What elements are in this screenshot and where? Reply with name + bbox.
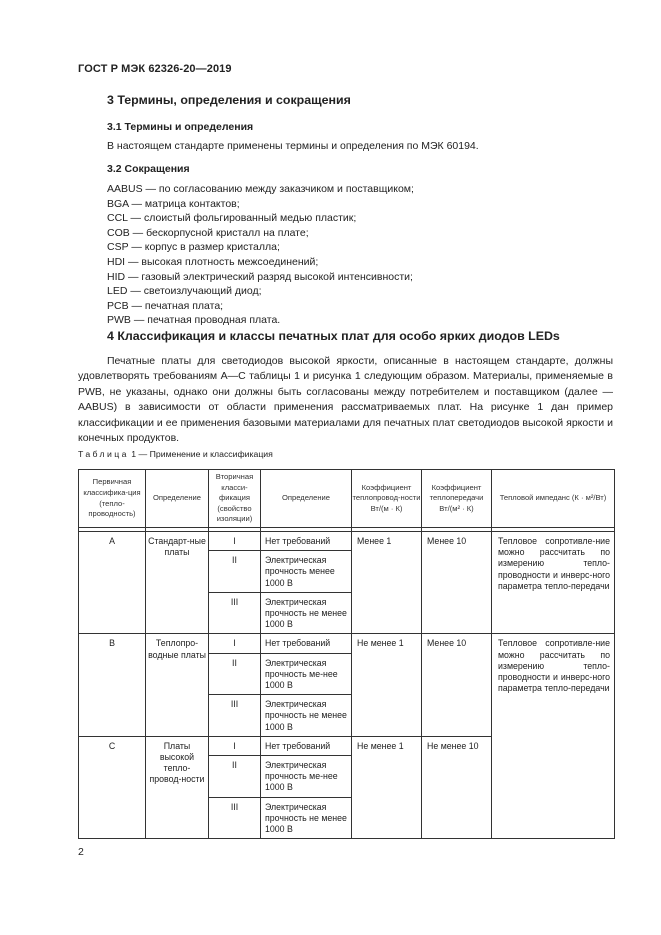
abbreviation-item: BGA — матрица контактов; [107, 197, 240, 210]
conductivity-cell: Не менее 1 [352, 634, 422, 736]
subsection-3-2-title: 3.2 Сокращения [107, 163, 190, 175]
detail-cell: Электрическая прочность не менее 1000 В [261, 797, 352, 839]
header-thermal-impedance: Тепловой импеданс (К · м²/Вт) [492, 470, 615, 528]
detail-cell: Электрическая прочность менее 1000 В [261, 551, 352, 593]
transfer-cell: Не менее 10 [422, 736, 492, 838]
detail-cell: Электрическая прочность ме-нее 1000 В [261, 653, 352, 695]
section-3-title: 3 Термины, определения и сокращения [107, 93, 351, 107]
abbreviation-item: CCL — слоистый фольгированный медью пластик; [107, 212, 357, 225]
detail-cell: Электрическая прочность не менее 1000 В [261, 592, 352, 634]
conductivity-cell: Менее 1 [352, 532, 422, 634]
detail-cell: Нет требований [261, 634, 352, 653]
detail-cell: Электрическая прочность не менее 1000 В [261, 695, 352, 737]
primary-class-cell: C [79, 736, 146, 838]
abbreviation-item: AABUS — по согласованию между заказчиком и поставщиком; [107, 183, 414, 195]
abbreviation-item: HID — газовый электрический разряд высокой интенсивности; [107, 270, 413, 283]
header-definition-2: Определение [261, 470, 352, 528]
primary-class-cell: A [79, 532, 146, 634]
secondary-class-cell: I [209, 736, 261, 755]
table-row [79, 532, 615, 551]
secondary-class-cell: III [209, 695, 261, 737]
abbreviations-list [107, 182, 414, 328]
abbreviation-item: LED — светоизлучающий диод; [107, 285, 262, 298]
document-header: ГОСТ Р МЭК 62326-20—2019 [78, 63, 232, 75]
primary-class-cell: B [79, 634, 146, 736]
abbreviation-item: COB — бескорпусной кристалл на плате; [107, 226, 309, 239]
page-number: 2 [78, 846, 84, 858]
detail-cell: Электрическая прочность ме-нее 1000 В [261, 756, 352, 798]
definition-cell: Теплопро-водные платы [146, 634, 209, 736]
detail-cell: Нет требований [261, 736, 352, 755]
header-definition: Определение [146, 470, 209, 528]
subsection-3-1-text: В настоящем стандарте применены термины и определения по МЭК 60194. [107, 140, 479, 152]
definition-cell: Стандарт-ные платы [146, 532, 209, 634]
secondary-class-cell: II [209, 551, 261, 593]
table-header-row [79, 470, 615, 528]
header-thermal-conductivity: Коэффициент теплопровод-ности Вт/(м · К) [352, 470, 422, 528]
header-secondary: Вторичная класси-фикация (свойство изоляции) [209, 470, 261, 528]
conductivity-cell: Не менее 1 [352, 736, 422, 838]
impedance-cell: Тепловое сопротивле-ние можно рассчитать по измерению тепло-проводности и инверс-ного параметра тепло-передачи [492, 634, 615, 839]
abbreviation-item: PCB — печатная плата; [107, 299, 224, 312]
section-4-paragraph: Печатные платы для светодиодов высокой яркости, описанные в настоящем стандарте, должны удовлетворять требованиям А—С таблицы 1 и рисунка 1 следующим образом. Материалы, применяемые в PWB, не указаны, однако они должны быть согласованы между потребителем и поставщиком (далее — AABUS) в зависимости от области применения рассматриваемых плат. На рисунке 1 дан пример классификации и ее применения базовыми материалами для печатных плат светодиодов высокой яркости и конечных продуктов. [78, 355, 613, 445]
table-caption [78, 449, 273, 459]
secondary-class-cell: III [209, 592, 261, 634]
subsection-3-1-title: 3.1 Термины и определения [107, 121, 254, 133]
header-heat-transfer: Коэффициент теплопередачи Вт/(м² · К) [422, 470, 492, 528]
detail-cell: Нет требований [261, 532, 352, 551]
secondary-class-cell: I [209, 634, 261, 653]
table-caption-word: Таблица [78, 449, 129, 459]
transfer-cell: Менее 10 [422, 634, 492, 736]
table-caption-text: 1 — Применение и классификация [128, 449, 273, 459]
classification-table [78, 469, 615, 839]
definition-cell: Платы высокой тепло-провод-ности [146, 736, 209, 838]
abbreviation-item: HDI — высокая плотность межсоединений; [107, 255, 319, 268]
secondary-class-cell: II [209, 653, 261, 695]
secondary-class-cell: I [209, 532, 261, 551]
section-4-title: 4 Классификация и классы печатных плат для особо ярких диодов LEDs [107, 329, 560, 343]
transfer-cell: Менее 10 [422, 532, 492, 634]
impedance-cell: Тепловое сопротивле-ние можно рассчитать по измерению тепло-проводности и инверс-ного параметра тепло-передачи [492, 532, 615, 634]
table-row [79, 634, 615, 653]
header-primary: Первичная классифика-ция (тепло-проводность) [79, 470, 146, 528]
secondary-class-cell: III [209, 797, 261, 839]
abbreviation-item: CSP — корпус в размер кристалла; [107, 241, 280, 254]
abbreviation-item: PWB — печатная проводная плата. [107, 314, 281, 327]
secondary-class-cell: II [209, 756, 261, 798]
